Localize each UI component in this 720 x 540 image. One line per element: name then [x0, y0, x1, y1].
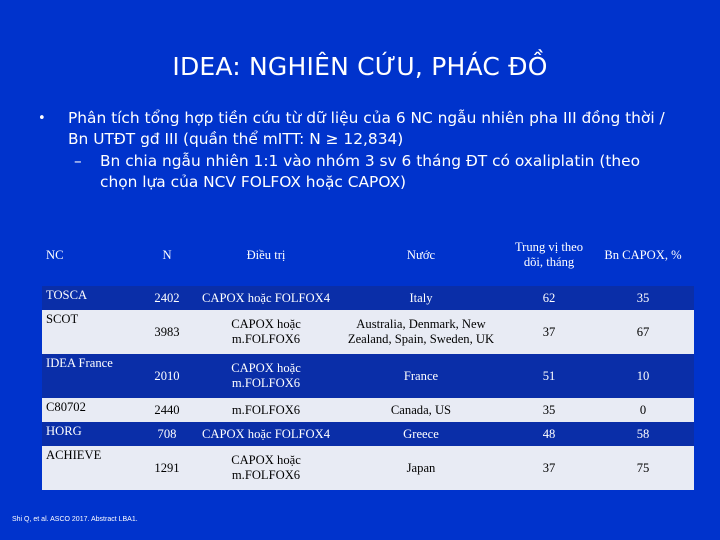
- header-treatment: Điều trị: [246, 247, 286, 262]
- cell-country: Canada, US: [336, 398, 506, 422]
- cell-treatment: CAPOX hoặc FOLFOX4: [196, 422, 336, 446]
- footnote-citation: Shi Q, et al. ASCO 2017. Abstract LBA1.: [12, 516, 138, 523]
- cell-country: France: [336, 354, 506, 398]
- header-n: N: [162, 247, 172, 262]
- cell-capox: 75: [592, 446, 694, 490]
- studies-table: [42, 224, 694, 490]
- cell-capox: 35: [592, 286, 694, 310]
- cell-treatment: m.FOLFOX6: [196, 398, 336, 422]
- cell-country: Italy: [336, 286, 506, 310]
- cell-follow-up: 35: [506, 398, 592, 422]
- cell-n: 2440: [138, 398, 196, 422]
- cell-study: ACHIEVE: [42, 446, 138, 490]
- cell-follow-up: 37: [506, 310, 592, 354]
- bullet-list: [38, 108, 678, 193]
- table-row: [42, 354, 694, 398]
- table-row: [42, 422, 694, 446]
- header-country: Nước: [406, 247, 436, 262]
- cell-study: TOSCA: [42, 286, 138, 310]
- cell-follow-up: 62: [506, 286, 592, 310]
- cell-treatment: CAPOX hoặc m.FOLFOX6: [196, 354, 336, 398]
- bullet-sub-text: Bn chia ngẫu nhiên 1:1 vào nhóm 3 sv 6 tháng ĐT có oxaliplatin (theo chọn lựa của NCV FOLFOX hoặc CAPOX): [100, 152, 641, 191]
- bullet-dot: •: [38, 111, 46, 126]
- cell-follow-up: 51: [506, 354, 592, 398]
- slide-title: IDEA: NGHIÊN CỨU, PHÁC ĐỒ: [172, 52, 548, 81]
- cell-country: Australia, Denmark, New Zealand, Spain, Sweden, UK: [336, 310, 506, 354]
- bullet-main: [38, 108, 678, 150]
- cell-n: 3983: [138, 310, 196, 354]
- header-median-follow-up: Trung vị theo dõi, tháng: [514, 240, 584, 269]
- bullet-main-text: Phân tích tổng hợp tiền cứu từ dữ liệu của 6 NC ngẫu nhiên pha III đồng thời / Bn UTĐT gđ III (quần thể mITT: N ≥ 12,834): [68, 109, 665, 148]
- cell-n: 1291: [138, 446, 196, 490]
- cell-study: HORG: [42, 422, 138, 446]
- cell-study: IDEA France: [42, 354, 138, 398]
- table-row: [42, 398, 694, 422]
- cell-country: Greece: [336, 422, 506, 446]
- cell-study: SCOT: [42, 310, 138, 354]
- cell-capox: 58: [592, 422, 694, 446]
- cell-capox: 67: [592, 310, 694, 354]
- header-capox-percent: Bn CAPOX, %: [604, 247, 682, 262]
- cell-follow-up: 48: [506, 422, 592, 446]
- cell-capox: 10: [592, 354, 694, 398]
- cell-n: 2402: [138, 286, 196, 310]
- cell-treatment: CAPOX hoặc m.FOLFOX6: [196, 446, 336, 490]
- table-row: [42, 310, 694, 354]
- table-row: [42, 286, 694, 310]
- cell-capox: 0: [592, 398, 694, 422]
- table-header-row: [42, 224, 694, 286]
- cell-n: 708: [138, 422, 196, 446]
- cell-treatment: CAPOX hoặc FOLFOX4: [196, 286, 336, 310]
- cell-n: 2010: [138, 354, 196, 398]
- cell-follow-up: 37: [506, 446, 592, 490]
- table-row: [42, 446, 694, 490]
- cell-country: Japan: [336, 446, 506, 490]
- cell-study: C80702: [42, 398, 138, 422]
- bullet-sub: [38, 151, 678, 193]
- cell-treatment: CAPOX hoặc m.FOLFOX6: [196, 310, 336, 354]
- header-nc: NC: [46, 247, 64, 262]
- bullet-dash: –: [74, 152, 82, 170]
